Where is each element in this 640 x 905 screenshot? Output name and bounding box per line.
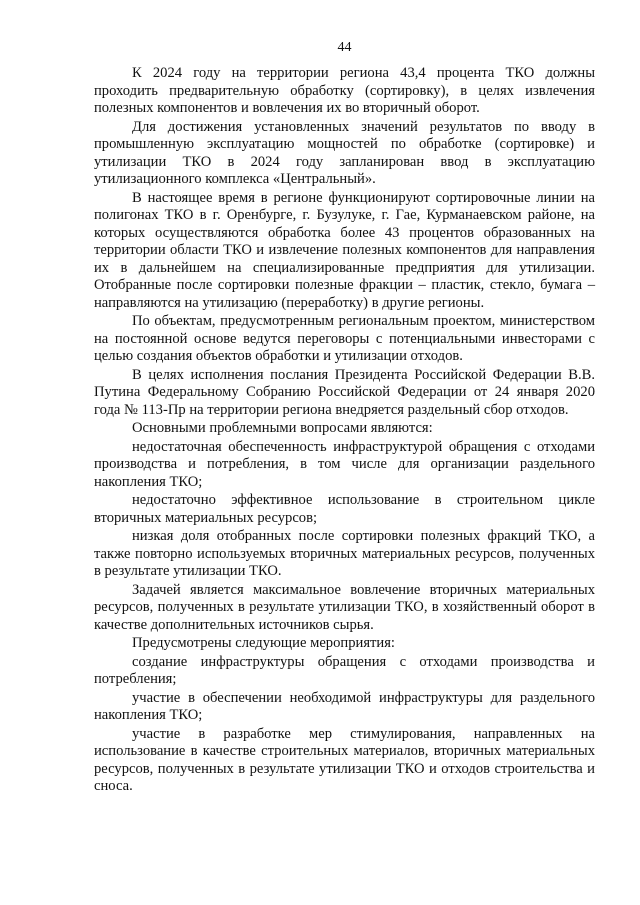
list-item: низкая доля отобранных после сортировки полезных фракций ТКО, а также повторно используемых вторичных материальных ресурсов, полученных в результате утилизации ТКО. — [94, 528, 595, 579]
list-item: недостаточно эффективное использование в строительном цикле вторичных материальных ресурсов; — [94, 492, 595, 526]
list-item: недостаточная обеспеченность инфраструктурой обращения с отходами производства и потребления, в том числе для организации раздельного накопления ТКО; — [94, 438, 595, 490]
list-item: создание инфраструктуры обращения с отходами производства и потребления; — [94, 653, 595, 687]
paragraph: К 2024 году на территории региона 43,4 процента ТКО должны проходить предварительную обработку (сортировку), в целях извлечения полезных компонентов и вовлечения их во вторичный оборот. — [94, 65, 595, 116]
paragraph: Основными проблемными вопросами являются: — [132, 420, 433, 436]
paragraph: В настоящее время в регионе функционируют сортировочные линии на полигонах ТКО в г. Оренбурге, г. Бузулуке, г. Гае, Курманаевском районе, на которых осуществляются обработка более 43 процентов образованных на территории области ТКО и извлечение полезных компонентов для направления их в дальнейшем на специализированные предприятия для утилизации. Отобранные после сортировки полезные фракции – пластик, стекло, бумага – направляются на утилизацию (переработку) в другие регионы. — [94, 189, 595, 311]
paragraph: Предусмотрены следующие мероприятия: — [132, 635, 395, 651]
paragraph: По объектам, предусмотренным региональным проектом, министерством на постоянной основе ведутся переговоры с потенциальными инвесторами с целью создания объектов обработки и утилизации отходов. — [94, 313, 595, 364]
page-number: 44 — [337, 40, 352, 55]
paragraph: В целях исполнения послания Президента Российской Федерации В.В. Путина Федеральному Собранию Российской Федерации от 24 января 2020 года № 113-Пр на территории региона внедряется раздельный сбор отходов. — [94, 366, 595, 418]
paragraph: Задачей является максимальное вовлечение вторичных материальных ресурсов, полученных в результате утилизации ТКО, в хозяйственный оборот в качестве дополнительных источников сырья. — [94, 581, 595, 633]
document-body — [94, 65, 595, 797]
paragraph: Для достижения установленных значений результатов по вводу в промышленную эксплуатацию мощностей по обработке (сортировке) и утилизации ТКО в 2024 году запланирован ввод в эксплуатацию утилизационного комплекса «Центральный». — [94, 118, 595, 187]
list-item: участие в обеспечении необходимой инфраструктуры для раздельного накопления ТКО; — [94, 689, 595, 723]
list-item: участие в разработке мер стимулирования, направленных на использование в качестве строительных материалов, вторичных материальных ресурсов, полученных в результате утилизации ТКО и отходов строительства и сноса. — [94, 725, 595, 794]
